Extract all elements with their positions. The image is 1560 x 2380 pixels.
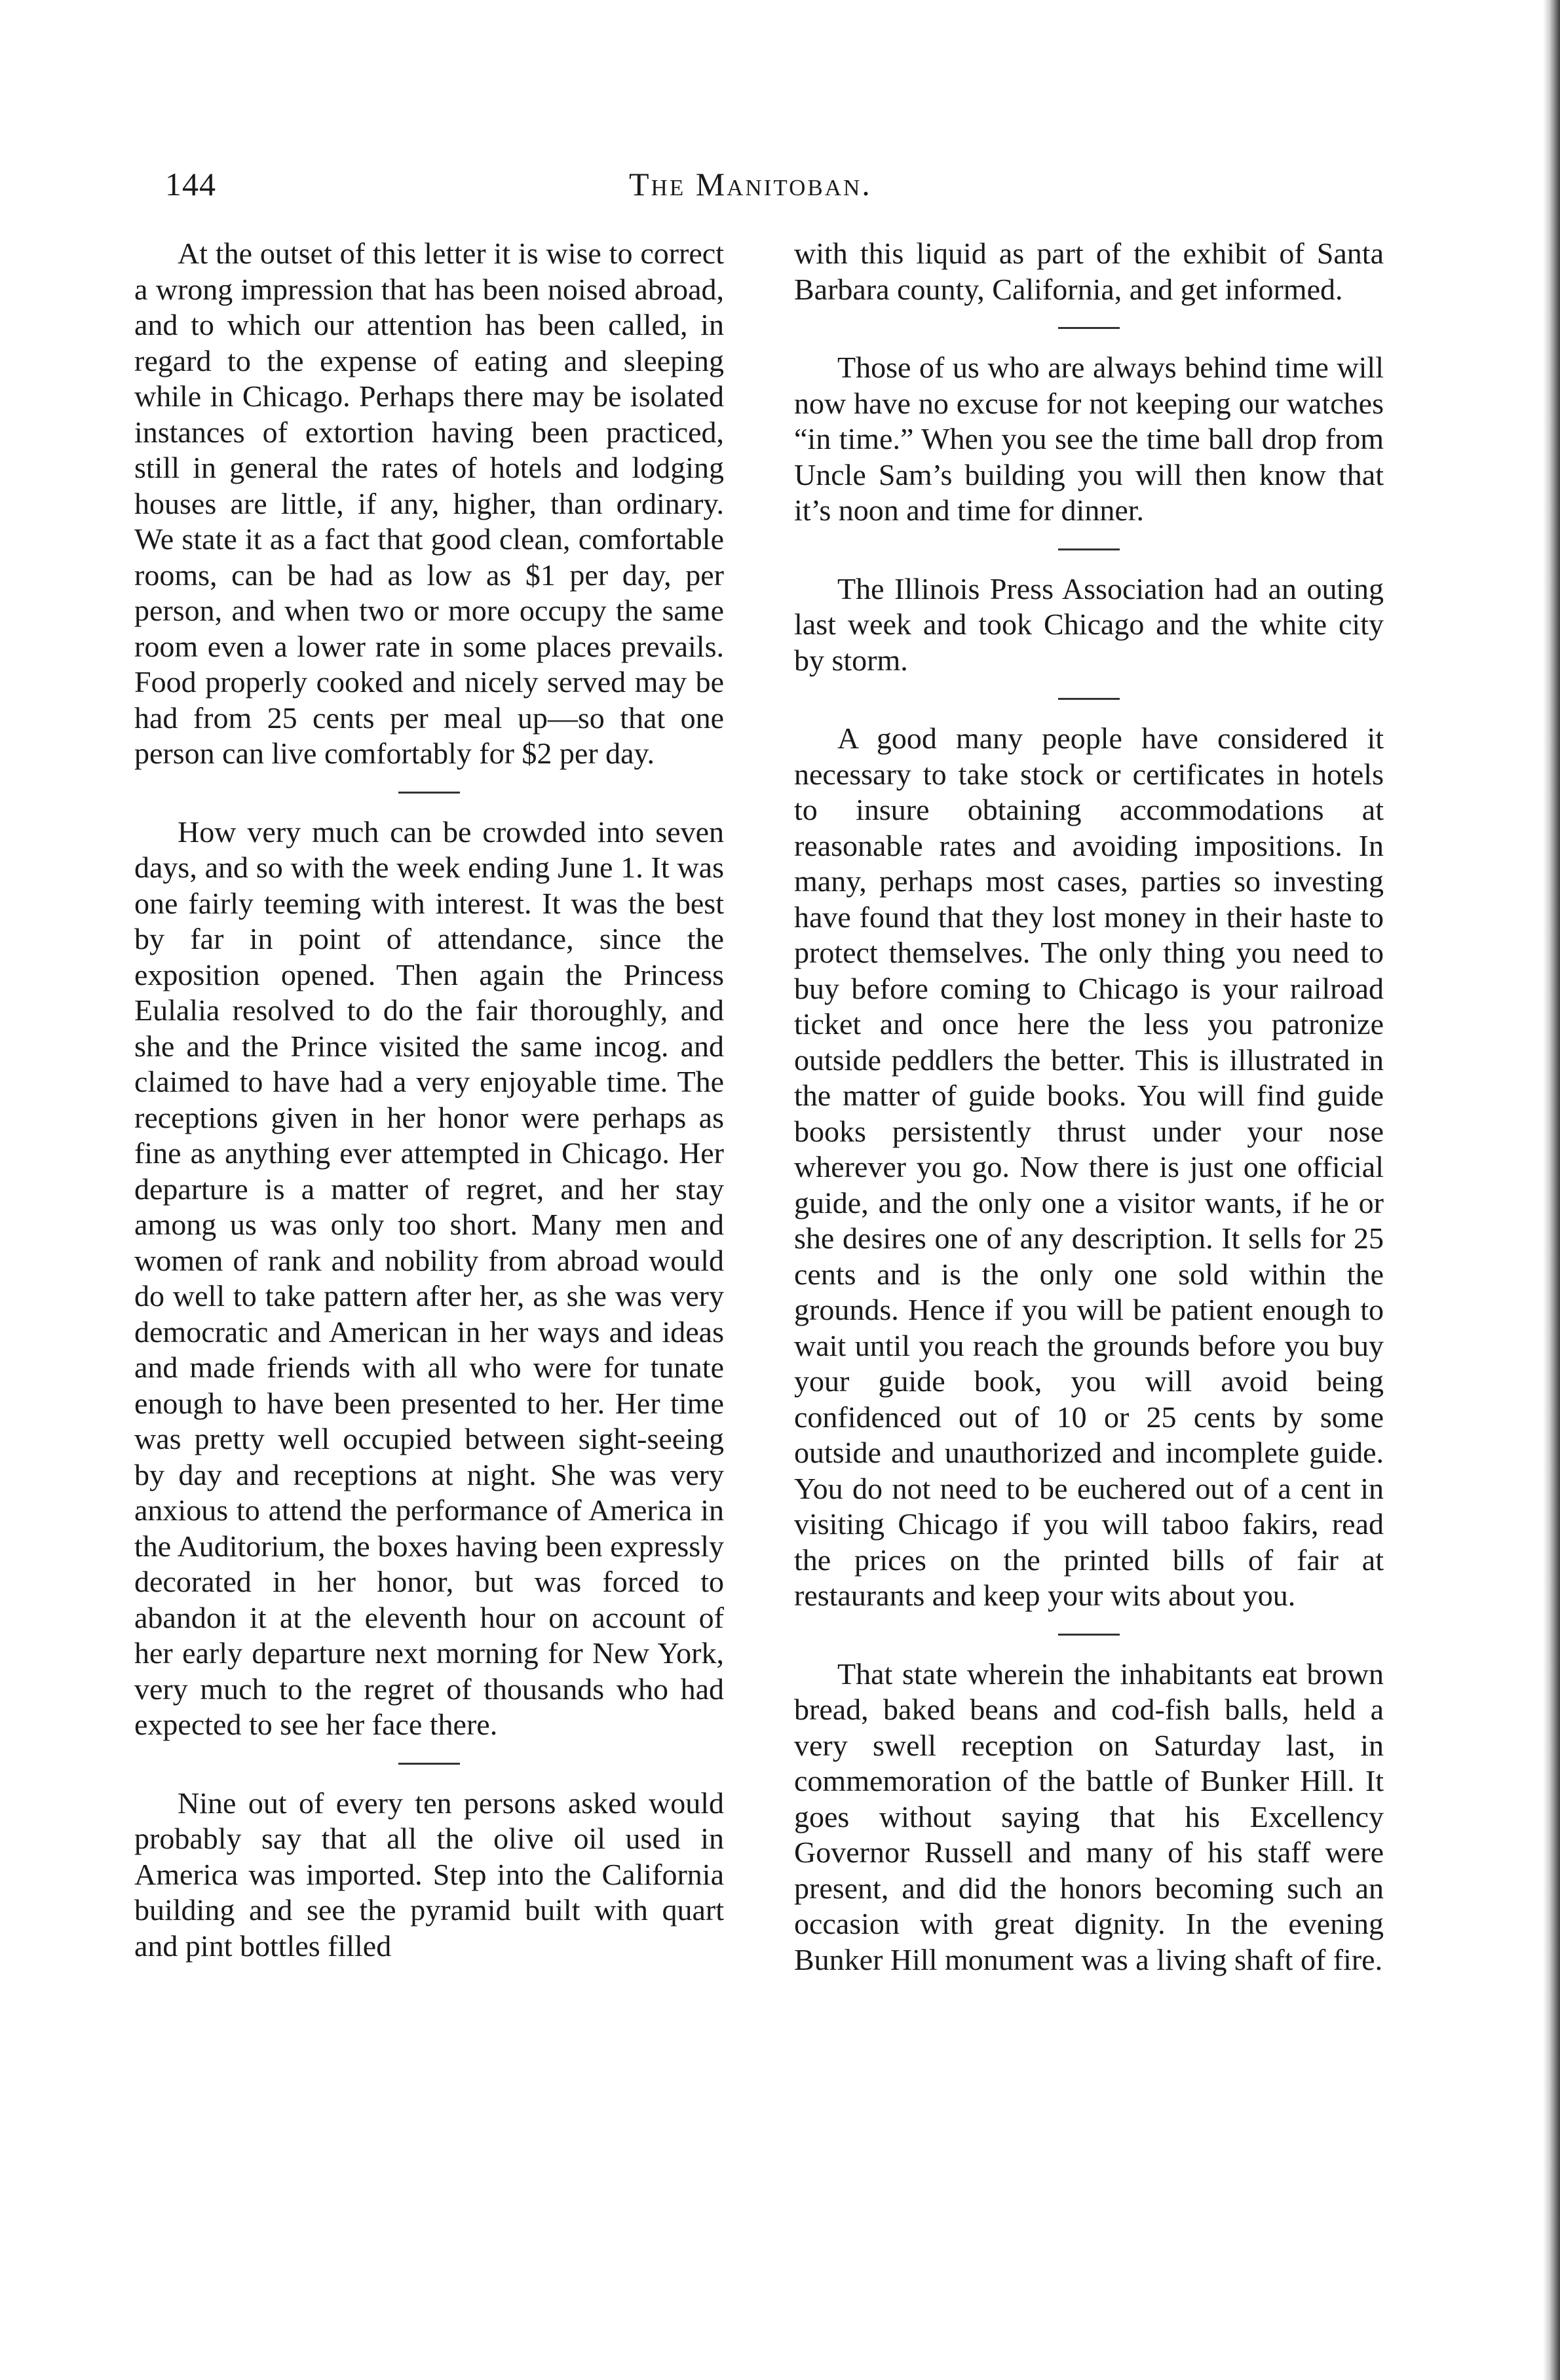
paragraph-olive-oil: Nine out of every ten persons asked would probably say that all the olive oil used in America was imported. Step into the California building and see the pyramid built with quart and pint bottles filled bbox=[134, 1786, 724, 1963]
section-divider bbox=[398, 792, 460, 794]
paragraph-olive-oil-continued: with this liquid as part of the exhibit of Santa Barbara county, California, and get informed. bbox=[794, 237, 1384, 306]
section-divider bbox=[1058, 327, 1120, 329]
section-divider bbox=[1058, 698, 1120, 700]
left-column bbox=[134, 236, 724, 1964]
right-column bbox=[794, 236, 1384, 1978]
section-divider bbox=[1058, 548, 1120, 550]
paragraph-guide-books: A good many people have considered it necessary to take stock or certificates in hotels to insure obtaining accommodations at reasonable rates and avoiding impositions. In many, perhaps most cases, parties so investing have found that they lost money in their haste to protect themselves. The only thing you need to buy before coming to Chicago is your railroad ticket and once here the less you patronize outside peddlers the better. This is illustrated in the matter of guide books. You will find guide books persistently thrust under your nose wherever you go. Now there is just one official guide, and the only one a visitor wants, if he or she desires one of any description. It sells for 25 cents and is the only one sold within the grounds. Hence if you will be patient enough to wait until you reach the grounds before you buy your guide book, you will avoid being confidenced out of 10 or 25 cents by some outside and unauthorized and incomplete guide. You do not need to be euchered out of a cent in visiting Chicago if you will taboo fakirs, read the prices on the printed bills of fair at restaurants and keep your wits about you. bbox=[794, 721, 1384, 1612]
paragraph-bunker-hill: That state wherein the inhabitants eat brown bread, baked beans and cod-fish balls, held a very swell reception on Saturday last, in commemoration of the battle of Bunker Hill. It goes without saying that his Excellency Governor Russell and many of his staff were present, and did the honors becoming such an occasion with great dignity. In the evening Bunker Hill monument was a living shaft of fire. bbox=[794, 1657, 1384, 1976]
section-divider bbox=[398, 1763, 460, 1765]
section-divider bbox=[1058, 1634, 1120, 1636]
paragraph-press-association: The Illinois Press Association had an outing last week and took Chicago and the white city by storm. bbox=[794, 571, 1384, 677]
paragraph-time-ball: Those of us who are always behind time will now have no excuse for not keeping our watches “in time.” When you see the time ball drop from Uncle Sam’s building you will then know that it’s noon and time for dinner. bbox=[794, 351, 1384, 527]
paragraph-hotel-rates: At the outset of this letter it is wise to correct a wrong impression that has been noised abroad, and to which our attention has been called, in regard to the expense of eating and sleeping while in Chicago. Perhaps there may be isolated instances of extortion having been practiced, still in general the rates of hotels and lodging houses are little, if any, higher, than ordinary. We state it as a fact that good clean, comfortable rooms, can be had as low as $1 per day, per person, and when two or more occupy the same room even a lower rate in some places prevails. Food properly cooked and nicely served may be had from 25 cents per meal up—so that one person can live comfortably for $2 per day. bbox=[134, 237, 724, 770]
page-edge-shadow bbox=[1543, 0, 1560, 2380]
page-number: 144 bbox=[165, 166, 216, 202]
running-head: The Manitoban. bbox=[629, 166, 872, 202]
paragraph-princess-eulalia: How very much can be crowded into seven days, and so with the week ending June 1. It was one fairly teeming with interest. It was the best by far in point of attendance, since the exposition opened. Then again the Princess Eulalia resolved to do the fair thoroughly, and she and the Prince visited the same incog. and claimed to have had a very enjoyable time. The receptions given in her honor were perhaps as fine as anything ever attempted in Chicago. Her departure is a matter of regret, and her stay among us was only too short. Many men and women of rank and nobility from abroad would do well to take pattern after her, as she was very democratic and American in her ways and ideas and made friends with all who were for tunate enough to have been presented to her. Her time was pretty well occupied between sight-seeing by day and receptions at night. She was very anxious to attend the performance of America in the Auditorium, the boxes having been expressly decorated in her honor, but was forced to abandon it at the eleventh hour on account of her early departure next morning for New York, very much to the regret of thousands who had expected to see her face there. bbox=[134, 815, 724, 1741]
